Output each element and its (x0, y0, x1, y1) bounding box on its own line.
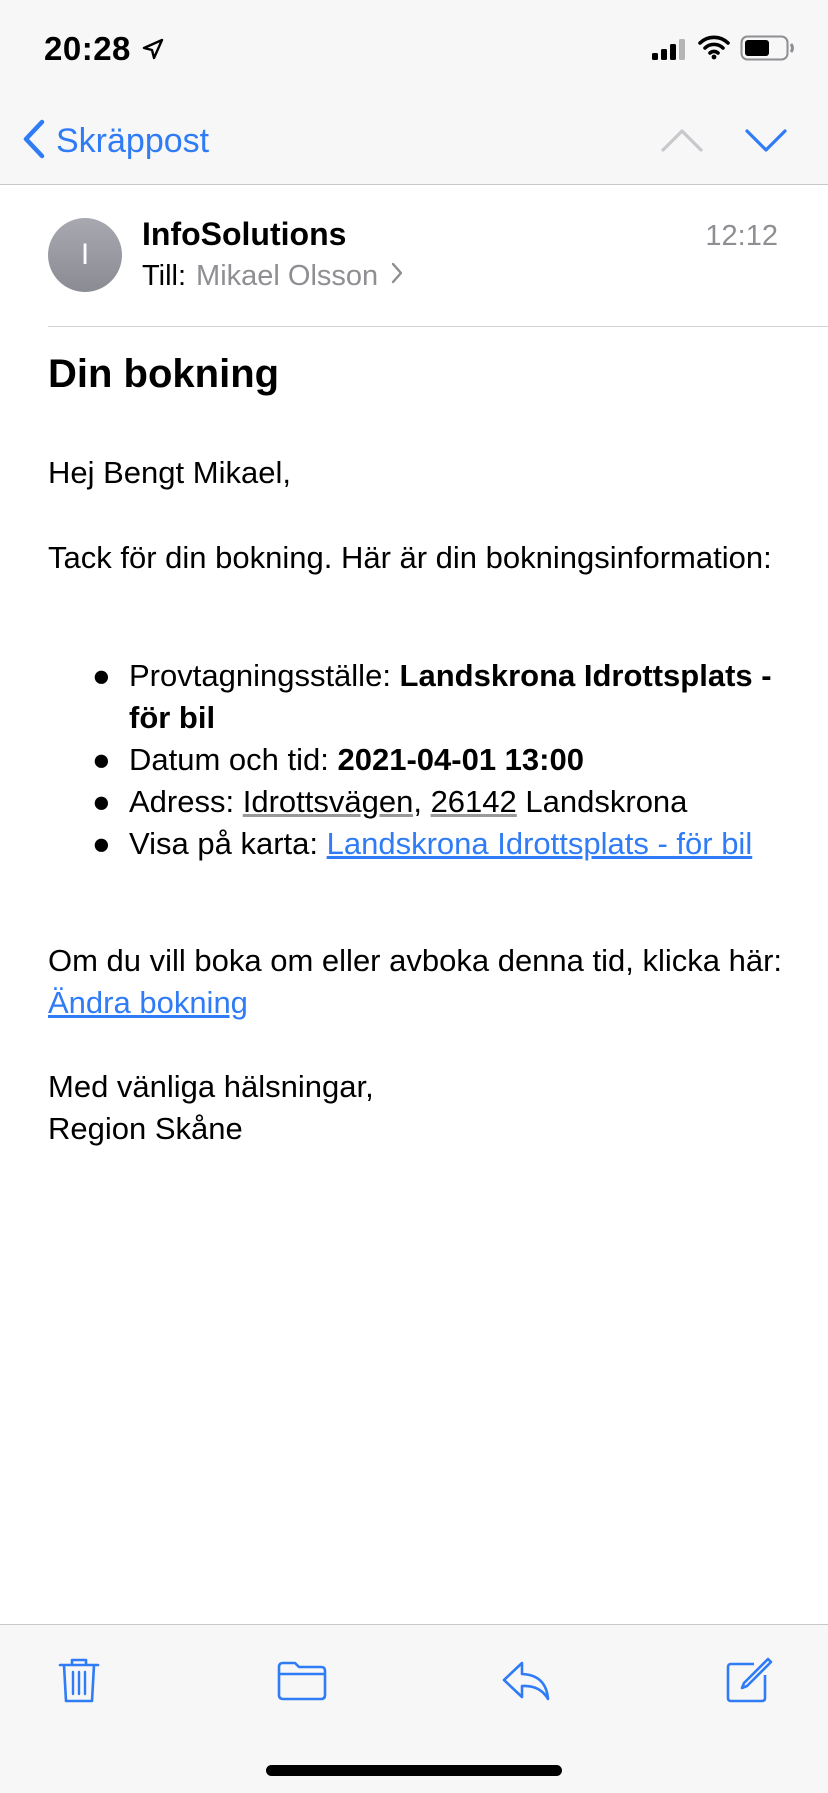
map-label: Visa på karta: (129, 826, 327, 861)
closing-text: Med vänliga hälsningar, (48, 1069, 374, 1104)
list-item (48, 823, 788, 865)
bullet: ● (92, 826, 111, 861)
bullet: ● (92, 658, 111, 693)
change-booking-link[interactable]: Ändra bokning (48, 985, 248, 1020)
sender-avatar (48, 218, 122, 292)
recipient-name: Mikael Olsson (196, 260, 379, 292)
avatar-initial: I (80, 238, 90, 271)
compose-icon (724, 1692, 774, 1709)
datetime-label: Datum och tid: (129, 742, 338, 777)
list-item (48, 655, 788, 739)
delete-button[interactable] (56, 1655, 102, 1710)
location-label: Provtagningsställe: (129, 658, 400, 693)
list-item (48, 739, 788, 781)
home-indicator (266, 1765, 562, 1776)
address-city: Landskrona (525, 784, 688, 819)
message-subject: Din bokning (48, 352, 280, 396)
map-link[interactable]: Landskrona Idrottsplats - för bil (326, 826, 753, 861)
reply-button[interactable] (500, 1655, 552, 1710)
status-time: 20:28 (44, 30, 131, 67)
wifi-icon (698, 34, 730, 65)
bullet: ● (92, 742, 111, 777)
folder-icon (276, 1692, 328, 1709)
intro-text: Tack för din bokning. Här är din bokningsinformation: (48, 540, 772, 575)
battery-icon (740, 35, 796, 66)
chevron-down-icon (744, 145, 788, 162)
recipient-label: Till: (142, 260, 187, 292)
next-message-button[interactable] (744, 122, 788, 163)
compose-button[interactable] (724, 1655, 774, 1710)
back-button[interactable] (22, 116, 209, 166)
bullet: ● (92, 784, 111, 819)
address-zip[interactable]: 26142 (430, 784, 517, 819)
sender-name[interactable]: InfoSolutions (142, 216, 347, 252)
datetime-value: 2021-04-01 13:00 (337, 742, 584, 777)
nav-bar (0, 100, 828, 185)
status-bar (0, 0, 828, 100)
address-street[interactable]: Idrottsvägen, (242, 784, 422, 819)
header-divider (48, 326, 828, 327)
location-arrow-icon (142, 38, 164, 65)
previous-message-button[interactable] (660, 122, 704, 163)
chevron-left-icon (22, 119, 46, 164)
received-time: 12:12 (705, 220, 778, 252)
greeting: Hej Bengt Mikael, (48, 455, 291, 490)
signature-block (48, 1066, 788, 1150)
chevron-up-icon (660, 145, 704, 162)
list-item (48, 781, 788, 823)
booking-details (48, 655, 788, 865)
chevron-right-icon (390, 260, 404, 293)
address-label: Adress: (129, 784, 243, 819)
location-value: Landskrona Idrottsplats - för bil (129, 658, 772, 735)
recipient-row[interactable] (142, 260, 404, 293)
cellular-signal-icon (652, 38, 688, 65)
reply-icon (500, 1692, 552, 1709)
signature-text: Region Skåne (48, 1111, 243, 1146)
back-button-label: Skräppost (56, 121, 210, 160)
change-text: Om du vill boka om eller avboka denna tid, klicka här: (48, 943, 783, 978)
move-to-folder-button[interactable] (276, 1655, 328, 1710)
trash-icon (56, 1692, 102, 1709)
change-paragraph (48, 940, 788, 1024)
